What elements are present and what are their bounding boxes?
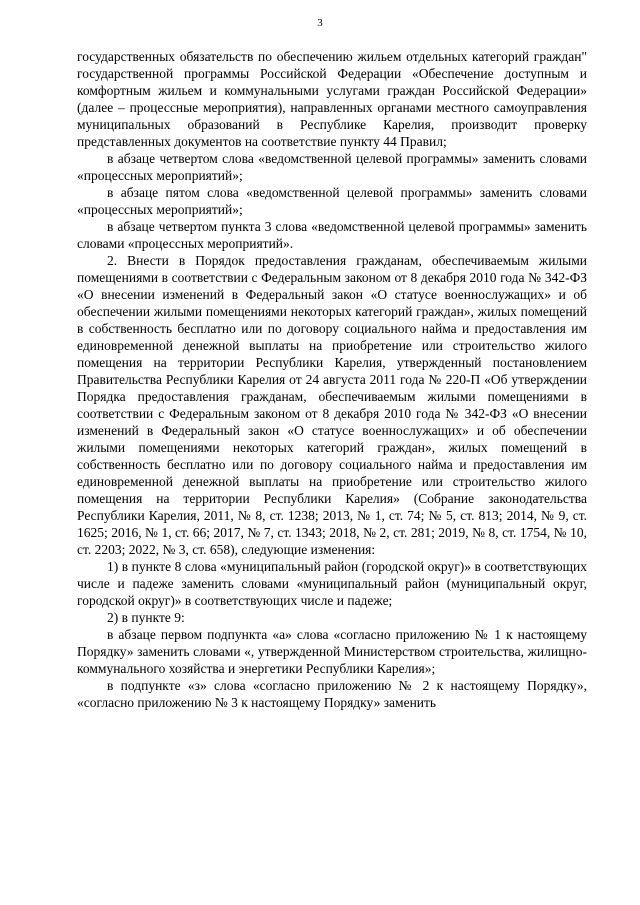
paragraph-item-2: 2. Внести в Порядок предоставления гражданам, обеспечиваемым жилыми помещениями в соответствии с Федеральным законом от 8 декабря 2010 года № 342-ФЗ «О внесении изменений в Федеральный закон «О статусе военнослужащих» и об обеспечении жилыми помещениями некоторых категорий граждан», жилых помещений в собственность бесплатно или по договору социального найма и предоставления им единовременной денежной выплаты на приобретение или строительство жилого помещения на территории Республики Карелия, утвержденный постановлением Правительства Республики Карелия от 24 августа 2011 года № 220-П «Об утверждении Порядка предоставления гражданам, обеспечиваемым жилыми помещениями в соответствии с Федеральным законом от 8 декабря 2010 года № 342-ФЗ «О внесении изменений в Федеральный закон «О статусе военнослужащих» и об обеспечении жилыми помещениями некоторых категорий граждан», жилых помещений в собственность бесплатно или по договору социального найма и предоставления им единовременной денежной выплаты на приобретение или строительство жилого помещения на территории Республики Карелия» (Собрание законодательства Республики Карелия, 2011, № 8, ст. 1238; 2013, № 1, ст. 74; № 5, ст. 813; 2014, № 9, ст. 1625; 2016, № 1, ст. 66; 2017, № 7, ст. 1343; 2018, № 2, ст. 281; 2019, № 8, ст. 1754, № 10, ст. 2203; 2022, № 3, ст. 658), следующие изменения: (77, 253, 587, 557)
paragraph-subitem-1: 1) в пункте 8 слова «муниципальный район (городской округ)» в соответствующих числе и падеже заменить словами «муниципальный район (муниципальный округ, городской округ)» в соответствующих числе и падеже; (77, 559, 587, 608)
paragraph-subitem-z: в подпункте «з» слова «согласно приложению № 2 к настоящему Порядку», «согласно приложению № 3 к настоящему Порядку» заменить (77, 678, 587, 710)
document-body (77, 48, 587, 711)
paragraph-continuation: государственных обязательств по обеспечению жильем отдельных категорий граждан" государственной программы Российской Федерации «Обеспечение доступным и комфортным жильем и коммунальными услугами граждан Российской Федерации» (далее – процессные мероприятия), направленных органами местного самоуправления муниципальных образований в Республике Карелия, производит проверку представленных документов на соответствие пункту 44 Правил; (77, 49, 587, 149)
paragraph-subitem-a: в абзаце первом подпункта «а» слова «согласно приложению № 1 к настоящему Порядку» заменить словами «, утвержденной Министерством строительства, жилищно-коммунального хозяйства и энергетики Республики Карелия»; (77, 627, 587, 676)
paragraph-amend-punkt-3: в абзаце четвертом пункта 3 слова «ведомственной целевой программы» заменить словами «процессных мероприятий». (77, 219, 587, 251)
paragraph-subitem-2: 2) в пункте 9: (107, 610, 185, 625)
page-number: 3 (317, 17, 323, 29)
paragraph-amend-abzac-4: в абзаце четвертом слова «ведомственной целевой программы» заменить словами «процессных мероприятий»; (77, 151, 587, 183)
paragraph-amend-abzac-5: в абзаце пятом слова «ведомственной целевой программы» заменить словами «процессных мероприятий»; (77, 185, 587, 217)
